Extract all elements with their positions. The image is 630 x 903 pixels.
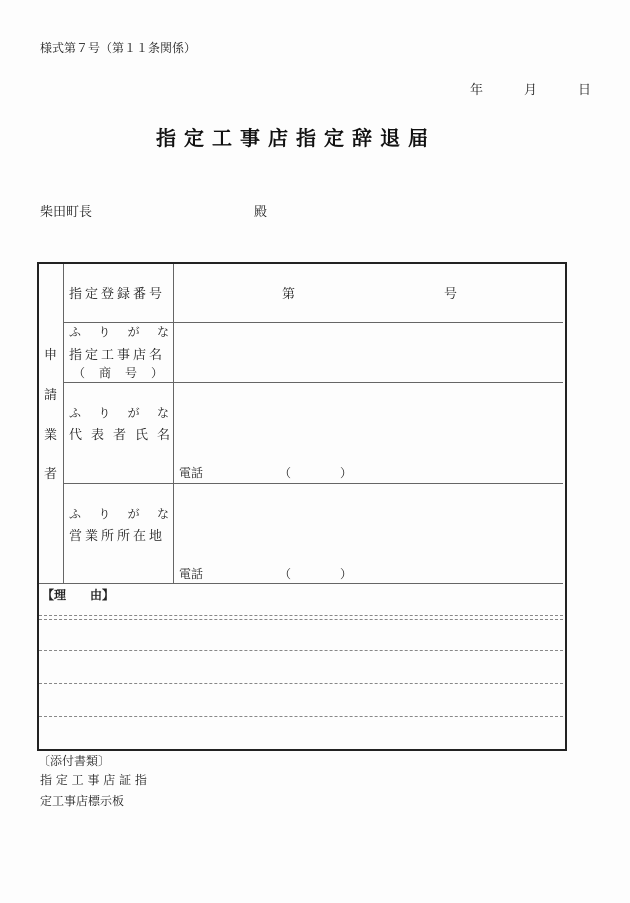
phone-label: 電話 xyxy=(179,567,204,581)
trade-name-sublabel xyxy=(73,364,163,381)
furigana-label xyxy=(69,323,169,340)
furigana-char: り xyxy=(98,507,111,521)
honorific: 殿 xyxy=(254,205,268,220)
divider xyxy=(39,583,563,584)
attachment-line: 指 定 工 事 店 証 指 xyxy=(40,773,147,787)
label-text: 代表者氏名 xyxy=(69,428,180,443)
divider xyxy=(63,483,563,484)
furigana-char: な xyxy=(156,325,169,339)
phone-paren-close: ） xyxy=(340,466,353,480)
furigana-char: ふ xyxy=(69,325,82,339)
furigana-char: り xyxy=(98,406,111,420)
divider xyxy=(63,382,563,383)
furigana-label xyxy=(69,505,169,522)
date-day-label: 日 xyxy=(578,83,592,98)
company-name-label: 指定工事店名 xyxy=(69,348,166,363)
furigana-char: が xyxy=(127,406,140,420)
form-number: 様式第７号（第１１条関係） xyxy=(40,41,197,55)
office-address-label: 営業所所在地 xyxy=(69,529,166,544)
registration-number-prefix: 第 xyxy=(282,287,296,302)
reason-field[interactable] xyxy=(40,600,560,745)
furigana-char: が xyxy=(127,507,140,521)
representative-name-field[interactable] xyxy=(176,386,560,446)
side-label-char: 申 xyxy=(44,348,58,363)
attachment-line: 定工事店標示板 xyxy=(40,794,125,808)
date-year-label: 年 xyxy=(470,83,484,98)
furigana-char: り xyxy=(98,325,111,339)
page-title: 指定工事店指定辞退届 xyxy=(156,126,436,150)
paren: ） xyxy=(150,366,163,380)
representative-phone-field[interactable] xyxy=(210,460,430,480)
office-phone-field[interactable] xyxy=(210,561,430,581)
attachments-heading: 〔添付書類〕 xyxy=(38,754,111,768)
side-label-char: 請 xyxy=(44,388,58,403)
sublabel-char: 商 xyxy=(98,366,111,380)
office-address-field[interactable] xyxy=(176,487,560,547)
furigana-char: が xyxy=(127,325,140,339)
addressee: 柴田町長 xyxy=(40,205,93,220)
representative-name-label xyxy=(69,424,180,443)
side-label-char: 者 xyxy=(44,467,58,482)
date-month-label: 月 xyxy=(524,83,538,98)
sublabel-char: 号 xyxy=(124,366,137,380)
phone-paren-close: ） xyxy=(340,567,353,581)
paren: （ xyxy=(73,366,86,380)
company-name-field[interactable] xyxy=(176,325,560,379)
furigana-char: な xyxy=(156,507,169,521)
reason-label: 【理 由】 xyxy=(42,588,115,602)
registration-number-field[interactable] xyxy=(300,270,440,314)
phone-label: 電話 xyxy=(179,466,204,480)
furigana-char: な xyxy=(156,406,169,420)
divider xyxy=(63,264,64,583)
registration-number-suffix: 号 xyxy=(444,287,458,302)
furigana-char: ふ xyxy=(69,406,82,420)
registration-number-label: 指定登録番号 xyxy=(69,287,166,302)
side-label-char: 業 xyxy=(44,428,58,443)
furigana-char: ふ xyxy=(69,507,82,521)
phone-paren-open: （ xyxy=(279,567,292,581)
furigana-label xyxy=(69,404,169,421)
phone-paren-open: （ xyxy=(279,466,292,480)
